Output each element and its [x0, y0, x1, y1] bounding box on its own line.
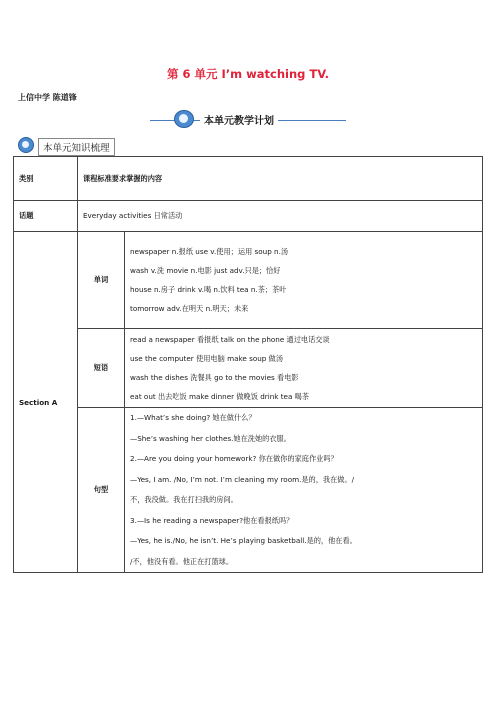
header-category: 类别: [14, 157, 78, 201]
sentence-line: —She’s washing her clothes.她在洗她的衣服。: [130, 433, 291, 443]
vocab-cell: [125, 232, 483, 329]
topic-row: [14, 201, 483, 232]
phrase-line: wash the dishes 洗餐具 go to the movies 看电影: [130, 373, 299, 382]
sentence-line: 3.—Is he reading a newspaper?他在看报纸吗？: [130, 515, 294, 525]
vocab-line: tomorrow adv.在明天 n.明天；未来: [130, 304, 249, 313]
phrase-line: eat out 出去吃饭 make dinner 做晚饭 drink tea 喝茶: [130, 392, 310, 401]
vocab-line: house n.房子 drink v.喝 n.饮料 tea n.茶；茶叶: [130, 285, 287, 294]
clock-icon: [174, 110, 194, 128]
sentence-line: /不，他没有看。他正在打篮球。: [130, 556, 234, 566]
sentences-cell: [125, 408, 483, 573]
sentence-line: 2.—Are you doing your homework? 你在做你的家庭作业吗？: [130, 454, 338, 463]
knowledge-tab-label: 本单元知识梳理: [38, 138, 115, 156]
topic-value: Everyday activities 日常活动: [78, 201, 483, 232]
sentence-line: —Yes, he is./No, he isn’t. He’s playing basketball.是的，他在看。: [130, 536, 357, 545]
knowledge-table: [13, 156, 483, 573]
phrase-line: use the computer 使用电脑 make soup 做汤: [130, 354, 284, 363]
author-line: 上信中学 陈道锋: [18, 93, 77, 102]
vocab-label: 单词: [78, 232, 125, 329]
vocab-row: [14, 232, 483, 329]
sentences-label: 句型: [78, 408, 125, 573]
plan-banner-label: 本单元教学计划: [200, 112, 278, 127]
vocab-line: wash v.洗 movie n.电影 just adv.只是；恰好: [130, 266, 281, 275]
phrase-line: read a newspaper 看报纸 talk on the phone 通过电话交谈: [130, 335, 330, 344]
vocab-line: newspaper n.报纸 use v.使用；运用 soup n.汤: [130, 247, 289, 256]
sentence-line: 不，我没做。我在打扫我的房间。: [130, 495, 238, 504]
clock-icon: [18, 137, 34, 153]
phrases-label: 短语: [78, 329, 125, 408]
phrases-row: [14, 329, 483, 408]
phrases-cell: [125, 329, 483, 408]
table-header-row: [14, 157, 483, 201]
header-content: 课程标准要求掌握的内容: [78, 157, 483, 201]
page-title: 第 6 单元 I’m watching TV.: [166, 67, 330, 81]
sentence-line: —Yes, I am. /No, I’m not. I’m cleaning my room.是的，我在做。/: [130, 474, 355, 484]
sentences-row: [14, 408, 483, 573]
topic-label: 话题: [14, 201, 78, 232]
plan-banner: [150, 110, 346, 128]
sentence-line: 1.—What’s she doing? 她在做什么？: [130, 413, 256, 422]
section-label: Section A: [14, 232, 78, 573]
